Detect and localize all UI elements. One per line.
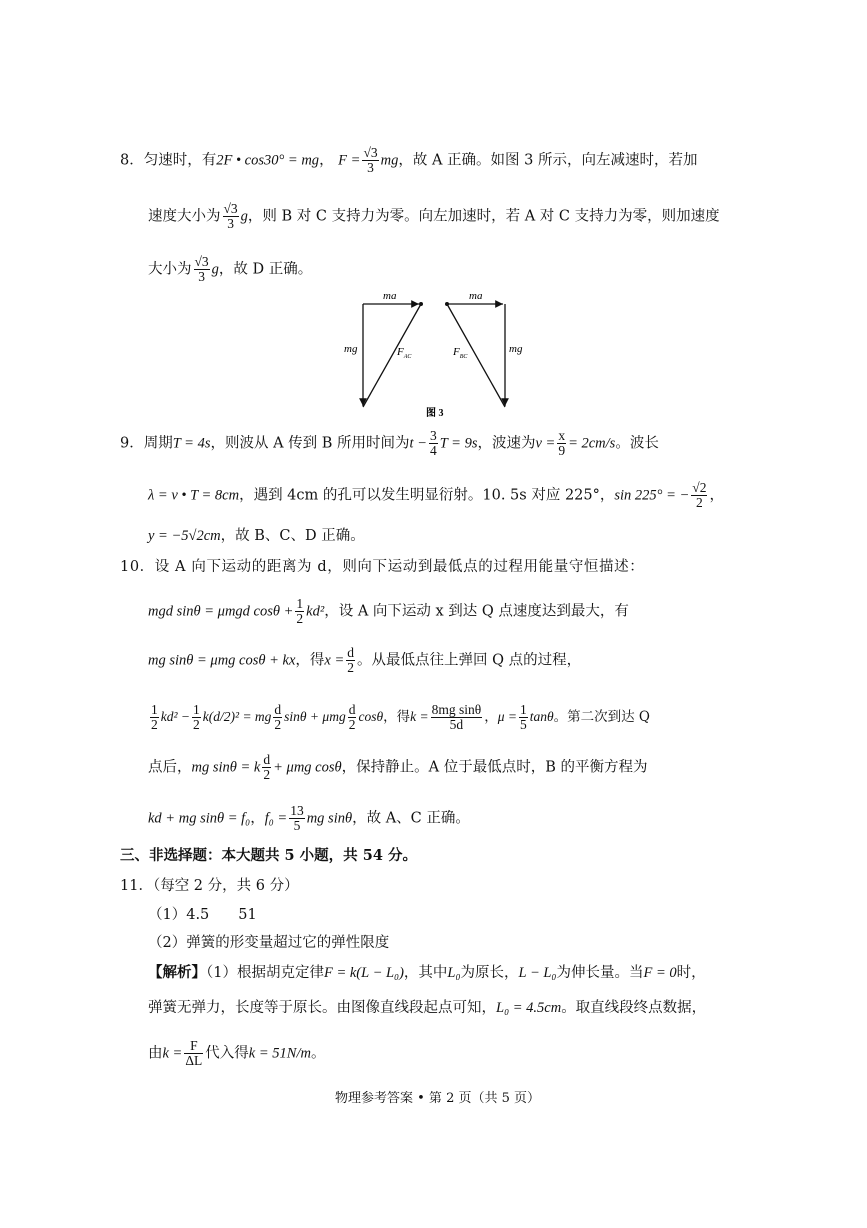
q9-text: ，遇到 4cm 的孔可以发生明显衍射。10. 5s 对应 225°， — [239, 487, 615, 504]
q8-text: ，故 D 正确。 — [218, 261, 313, 278]
frac-num: √3 — [363, 145, 378, 160]
figure-caption: 图 3 — [426, 408, 444, 419]
q10-eq: kd² — [306, 603, 325, 620]
q8-eq: mg — [380, 152, 399, 169]
frac-den: 5d — [449, 717, 464, 732]
right-dot — [445, 302, 449, 306]
q9-line2 — [148, 481, 724, 510]
q11-eq: L − L₀ — [518, 965, 557, 981]
page-footer — [335, 1087, 540, 1106]
q10-text: ，保持静止。A 位于最低点时，B 的平衡方程为 — [341, 759, 648, 776]
q10-text: ，得 — [383, 709, 411, 725]
frac-num: 1 — [519, 702, 527, 717]
q9-text: 。波长 — [615, 435, 659, 452]
q9-eq: T = 4s — [172, 435, 211, 452]
section-heading-text: 三、非选择题：本大题共 5 小题，共 54 分。 — [120, 847, 417, 864]
right-side-label: mg — [509, 343, 523, 355]
q11-eq: k = — [162, 1045, 183, 1062]
q11-text: 。取直线段终点数据， — [561, 1000, 707, 1016]
q11-exp1 — [148, 963, 706, 983]
frac-num: 8mg sinθ — [431, 702, 482, 717]
frac-den: 2 — [263, 767, 271, 782]
q11-text: 由 — [148, 1045, 163, 1062]
fraction — [289, 804, 305, 833]
q9-text: 9．周期 — [120, 435, 173, 452]
q10-eq: x = — [324, 652, 345, 669]
frac-den: 2 — [274, 717, 282, 732]
q9-eq: y = −5√2cm — [148, 528, 221, 544]
frac-num: √3 — [223, 201, 238, 216]
q8-line2 — [148, 202, 720, 231]
left-dot — [419, 302, 423, 306]
q10-eq: cosθ — [358, 709, 384, 724]
q11-eq: F = 0 — [643, 965, 677, 981]
frac-den: 5 — [519, 717, 527, 732]
q10-line5 — [148, 753, 647, 782]
q9-line3 — [148, 526, 365, 546]
frac-den: 5 — [293, 818, 301, 833]
q10-eq: sinθ + μmg — [284, 709, 346, 724]
frac-den: 4 — [429, 443, 437, 458]
frac-num: √2 — [692, 480, 707, 495]
q11-text: ，其中 — [403, 965, 448, 981]
q11-text: 弹簧无弹力，长度等于原长。由图像直线段起点可知， — [148, 1000, 496, 1016]
fraction — [194, 255, 210, 284]
q9-text: ，则波从 A 传到 B 所用时间为 — [210, 435, 410, 452]
q11-eq: k = 51N/m — [248, 1045, 311, 1062]
q10-text: ，得 — [295, 652, 325, 669]
q8-text: ， — [319, 152, 334, 169]
frac-den: 3 — [227, 216, 234, 231]
q8-line1 — [120, 146, 698, 175]
left-top-label: ma — [383, 290, 397, 302]
frac-num: 13 — [290, 803, 304, 818]
q9-text: ，故 B、C、D 正确。 — [220, 528, 365, 544]
q10-line3 — [148, 646, 581, 675]
q10-line4 — [148, 703, 650, 732]
q8-text: 大小为 — [148, 261, 192, 278]
q8-eq: g — [211, 261, 219, 278]
frac-num: d — [263, 752, 271, 767]
frac-den: 2 — [347, 660, 355, 675]
left-diag-line — [363, 304, 421, 407]
fraction — [184, 1039, 203, 1068]
q11-text: （1）根据胡克定律 — [206, 965, 324, 981]
q10-text: ， — [250, 810, 265, 827]
frac-num: √3 — [194, 254, 209, 269]
fraction — [150, 703, 159, 732]
left-side-label: mg — [344, 343, 358, 355]
q11-exp2 — [148, 998, 706, 1018]
frac-num: 3 — [429, 428, 437, 443]
q9-eq: sin 225° = − — [614, 487, 690, 504]
fraction — [192, 703, 201, 732]
q10-eq: μ = — [497, 709, 517, 724]
frac-den: 3 — [198, 269, 205, 284]
q8-text: ，则 B 对 C 支持力为零。向左加速时，若 A 对 C 支持力为零，则加速度 — [247, 208, 720, 225]
fraction — [346, 646, 355, 675]
q10-text: 。第二次到达 Q — [553, 709, 650, 725]
fraction — [429, 429, 438, 458]
frac-den: 2 — [696, 495, 703, 510]
q8-text: 速度大小为 — [148, 208, 221, 225]
frac-num: 1 — [193, 702, 200, 717]
q10-eq: tanθ — [529, 709, 554, 724]
frac-num: F — [184, 1039, 203, 1054]
q9-text: ， — [709, 487, 724, 504]
q10-eq: k(d/2)² = mg — [202, 709, 272, 724]
q10-text: 。从最低点往上弹回 Q 点的过程， — [357, 652, 582, 669]
section-heading — [120, 846, 417, 866]
q10-text: ，故 A、C 正确。 — [352, 810, 470, 827]
q10-eq: + μmg cosθ — [273, 759, 342, 776]
frac-den: 9 — [558, 443, 566, 458]
q11-text: 【解析】 — [148, 964, 206, 981]
q10-text: ，设 A 向下运动 x 到达 Q 点速度达到最大，有 — [324, 603, 629, 620]
q11-text: 代入得 — [205, 1045, 249, 1062]
q11-head — [120, 876, 299, 896]
q9-line1 — [120, 429, 659, 458]
fraction — [431, 703, 483, 732]
q9-eq: λ = v • T = 8cm — [148, 487, 240, 504]
q11-eq: L₀ = 4.5cm — [496, 1000, 562, 1016]
q10-line2 — [148, 597, 629, 626]
frac-den: 2 — [151, 717, 158, 732]
q9-eq: T = 9s — [439, 435, 478, 452]
q9-eq: = 2cm/s — [568, 435, 616, 452]
fraction — [223, 202, 239, 231]
fraction — [519, 703, 528, 732]
q11-eq: F = k(L − L₀) — [323, 965, 404, 981]
fraction — [273, 703, 282, 732]
frac-den: 2 — [348, 717, 356, 732]
q11-text: 11．（每空 2 分，共 6 分） — [120, 878, 299, 894]
q11-exp3 — [148, 1039, 325, 1068]
q10-eq: mgd sinθ = μmgd cosθ + — [148, 603, 294, 620]
frac-den: ΔL — [185, 1053, 203, 1068]
q10-eq: mg sinθ = μmg cosθ + kx — [148, 652, 296, 669]
fraction — [262, 753, 271, 782]
fraction — [295, 597, 304, 626]
q8-text: ，故 A 正确。如图 3 所示，向左减速时，若加 — [398, 152, 698, 169]
q10-eq: kd² − — [160, 709, 191, 724]
q11-text: （2）弹簧的形变量超过它的弹性限度 — [148, 935, 390, 951]
frac-num: d — [347, 645, 355, 660]
frac-num: d — [348, 702, 356, 717]
q11-text: （1）4.5 51 — [148, 907, 257, 923]
q10-eq: mg sinθ = k — [191, 759, 261, 776]
q10-text: 10．设 A 向下运动的距离为 d，则向下运动到最低点的过程用能量守恒描述： — [120, 559, 645, 575]
frac-num: 1 — [296, 596, 304, 611]
q10-eq: f₀ = — [264, 810, 288, 827]
q11-ans1 — [148, 905, 257, 925]
frac-den: 3 — [367, 160, 374, 175]
right-top-label: ma — [469, 290, 483, 302]
frac-den: 2 — [193, 717, 200, 732]
q8-eq: F = — [338, 152, 361, 169]
q8-eq: g — [240, 208, 248, 225]
right-diag-label: $F_{BC}$ — [453, 346, 468, 360]
q11-ans2 — [148, 933, 389, 953]
q9-text: ，波速为 — [477, 435, 536, 452]
q10-eq: k = — [410, 709, 429, 724]
fraction — [691, 481, 707, 510]
q9-eq: v = — [535, 435, 556, 452]
footer-text: 物理参考答案 • 第 2 页（共 5 页） — [335, 1091, 541, 1106]
fraction — [557, 429, 566, 458]
fraction — [362, 146, 378, 175]
fraction — [348, 703, 357, 732]
q11-text: 时， — [676, 965, 706, 981]
q8-text: 8．匀速时，有 — [120, 152, 217, 169]
q8-line3 — [148, 255, 312, 284]
q10-eq: kd + mg sinθ = f₀ — [148, 810, 251, 827]
q10-text: 点后， — [148, 759, 192, 776]
q10-eq: mg sinθ — [306, 810, 353, 827]
q9-eq: t − — [409, 435, 427, 452]
frac-num: x — [558, 428, 566, 443]
q11-text: 为伸长量。当 — [556, 965, 644, 981]
left-diag-label: $F_{AC}$ — [397, 346, 412, 360]
q11-text: 为原长， — [460, 965, 519, 981]
q8-eq: 2F • cos30° = mg — [216, 152, 320, 169]
q10-line6 — [148, 804, 470, 833]
frac-num: 1 — [151, 702, 158, 717]
q10-text: ， — [484, 709, 498, 725]
q11-text: 。 — [310, 1045, 326, 1062]
frac-num: d — [274, 702, 282, 717]
q10-line1 — [120, 557, 644, 577]
q11-eq: L₀ — [447, 965, 461, 981]
figure-3 — [335, 286, 535, 420]
frac-den: 2 — [296, 611, 304, 626]
